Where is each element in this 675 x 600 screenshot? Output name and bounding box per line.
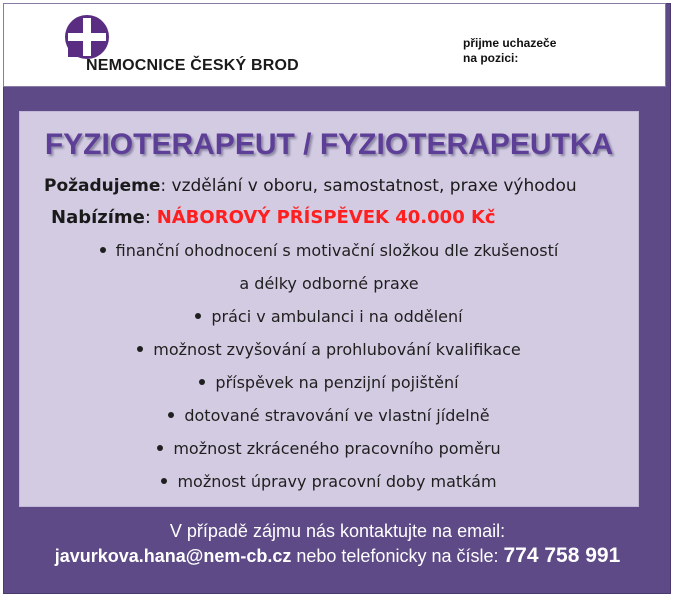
job-title: FYZIOTERAPEUT / FYZIOTERAPEUTKA (44, 128, 614, 161)
benefit-item (20, 465, 638, 498)
offer-label: Nabízíme (51, 207, 145, 228)
benefit-text: dotované stravování ve vlastní jídelně (184, 406, 490, 425)
benefit-item (20, 300, 638, 333)
contact-intro: V případě zájmu nás kontaktujte na email: (169, 521, 506, 541)
bullet-icon (195, 313, 201, 319)
benefit-text: možnost zkráceného pracovního poměru (173, 439, 501, 458)
hospital-name: NEMOCNICE ČESKÝ BROD (86, 57, 299, 74)
requirements-text: : vzdělání v oboru, samostatnost, praxe výhodou (160, 176, 577, 196)
benefit-text: možnost úpravy pracovní doby matkám (177, 472, 497, 491)
contact-middle-text: nebo telefonicky na čísle: (291, 546, 504, 566)
benefit-text: finanční ohodnocení s motivační složkou dle zkušeností (115, 241, 559, 260)
benefit-text: práci v ambulanci i na oddělení (211, 307, 463, 326)
requirements-label: Požadujeme (44, 176, 161, 196)
bullet-icon (161, 478, 167, 484)
benefit-text: možnost zvyšování a prohlubování kvalifikace (153, 340, 521, 359)
requirements (44, 176, 577, 196)
benefit-text: a délky odborné praxe (239, 274, 419, 293)
benefit-item-continuation (20, 267, 638, 300)
benefits-list (20, 234, 638, 498)
bullet-icon (168, 412, 174, 418)
recruitment-bonus: NÁBOROVÝ PŘÍSPĚVEK 40.000 Kč (156, 207, 496, 228)
bullet-icon (157, 445, 163, 451)
benefit-item (20, 366, 638, 399)
hiring-note (463, 36, 623, 66)
benefit-item (20, 399, 638, 432)
contact-phone: 774 758 991 (503, 544, 621, 567)
benefit-text: příspěvek na penzijní pojištění (215, 373, 459, 392)
benefit-item (20, 432, 638, 465)
hiring-note-line-1: přijme uchazeče (463, 36, 557, 50)
offer (51, 207, 496, 228)
job-panel (19, 111, 639, 507)
bullet-icon (137, 346, 143, 352)
bullet-icon (199, 379, 205, 385)
contact-details (0, 544, 675, 568)
header (3, 3, 666, 87)
offer-separator: : (144, 207, 157, 228)
benefit-item (20, 333, 638, 366)
benefit-item (20, 234, 638, 267)
bullet-icon (100, 247, 106, 253)
hiring-note-line-2: na pozici: (463, 51, 519, 65)
hospital-cross-logo-icon (64, 14, 110, 60)
contact-email: javurkova.hana@nem-cb.cz (54, 546, 292, 566)
